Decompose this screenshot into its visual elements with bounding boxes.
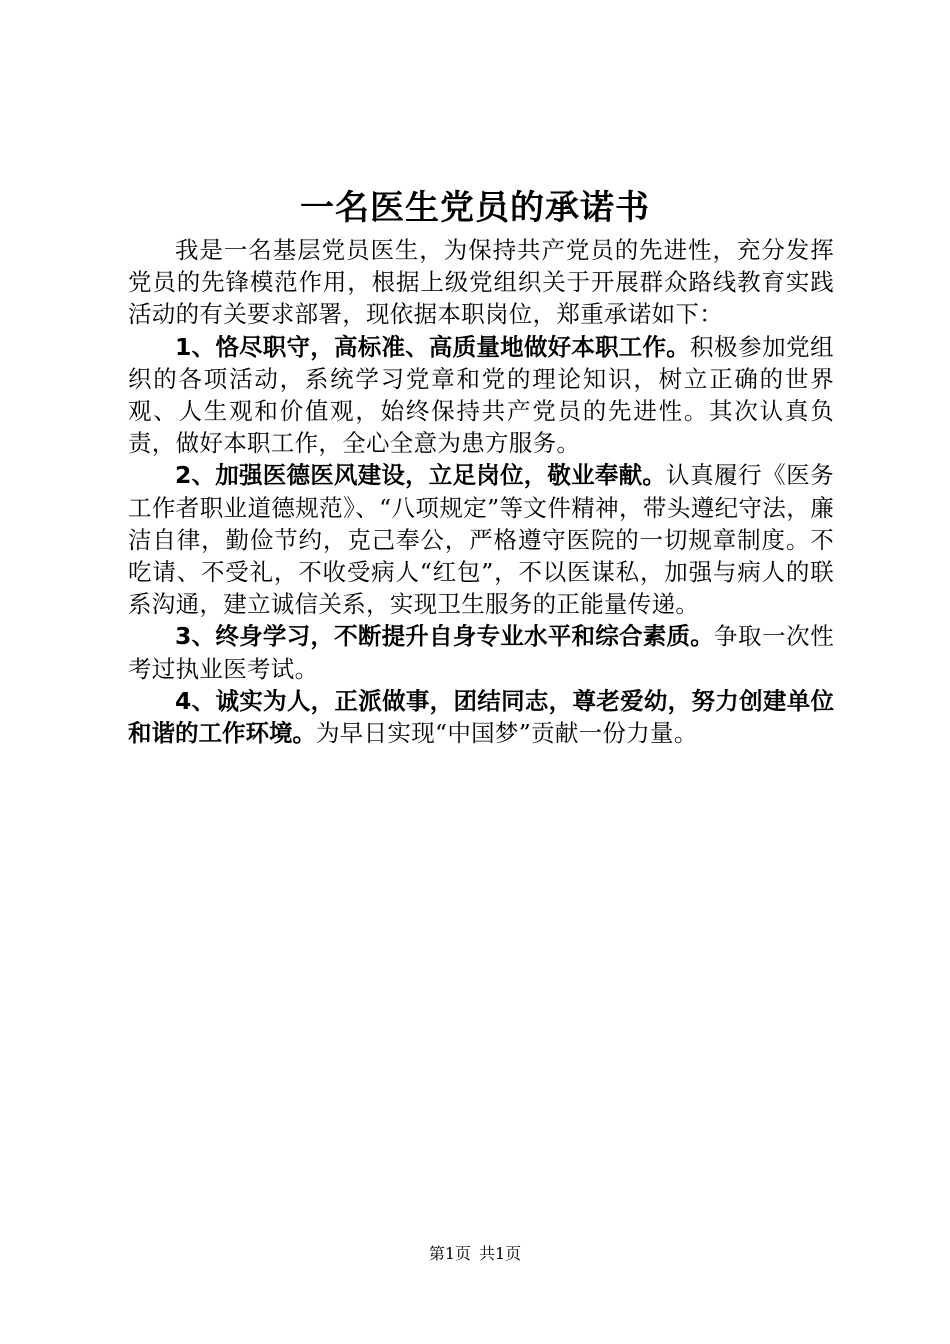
pledge-item-4-text: 为早日实现“中国梦”贡献一份力量。 — [316, 719, 698, 748]
pledge-item-4-lead: 4、诚实为人，正派做事，团结同志，尊老爱幼，努力创建单位和谐的工作环境。 — [128, 686, 834, 748]
page-total: 共1页 — [479, 1244, 522, 1263]
pledge-item-1-text: 积极参加党组织的各项活动，系统学习党章和党的理论知识，树立正确的世界观、人生观和价值观，始终保持共产党员的先进性。其次认真负责，做好本职工作，全心全意为患方服务。 — [128, 332, 834, 458]
pledge-item-3 — [128, 620, 834, 684]
pledge-item-2 — [128, 459, 834, 620]
document-body — [128, 234, 834, 749]
pledge-item-1-lead: 1、恪尽职守，高标准、高质量地做好本职工作。 — [175, 332, 691, 361]
pledge-item-2-lead: 2、加强医德医风建设，立足岗位，敬业奉献。 — [175, 461, 667, 490]
pledge-item-2-text: 认真履行《医务工作者职业道德规范》、“八项规定”等文件精神，带头遵纪守法，廉洁自律，勤俭节约，克己奉公，严格遵守医院的一切规章制度。不吃请、不受礼，不收受病人“红包”，不以医谋私，加强与病人的联系沟通，建立诚信关系，实现卫生服务的正能量传递。 — [128, 461, 834, 619]
page-footer — [0, 1243, 950, 1265]
pledge-item-3-lead: 3、终身学习，不断提升自身专业水平和综合素质。 — [175, 622, 715, 651]
pledge-item-4 — [128, 685, 834, 749]
intro-paragraph: 我是一名基层党员医生，为保持共产党员的先进性，充分发挥党员的先锋模范作用，根据上级党组织关于开展群众路线教育实践活动的有关要求部署，现依据本职岗位，郑重承诺如下： — [128, 236, 834, 329]
document-title: 一名医生党员的承诺书 — [300, 188, 650, 228]
page-number: 第1页 — [428, 1244, 471, 1263]
pledge-item-3-text: 争取一次性考过执业医考试。 — [128, 622, 834, 683]
pledge-item-1 — [128, 331, 834, 460]
